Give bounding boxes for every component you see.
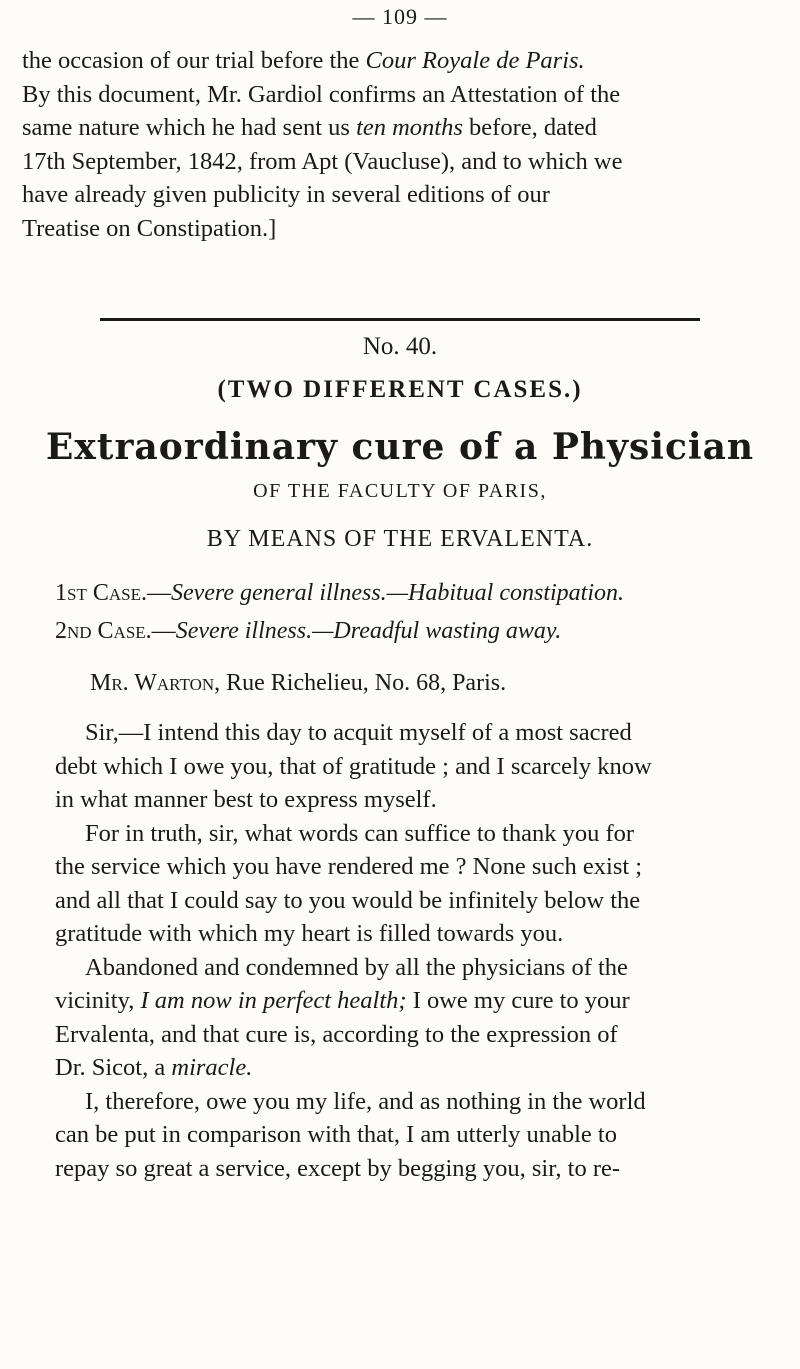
letter-body bbox=[55, 716, 780, 1185]
section-means: BY MEANS OF THE ERVALENTA. bbox=[206, 526, 594, 552]
intro-line-6: Treatise on Constipation.] bbox=[22, 214, 277, 242]
intro-line-2: By this document, Mr. Gardiol confirms an Attestation of the bbox=[22, 80, 621, 108]
intro-line-4: 17th September, 1842, from Apt (Vaucluse), and to which we bbox=[22, 147, 623, 175]
letter-p2-line-2: the service which you have rendered me ? None such exist ; bbox=[55, 853, 643, 880]
letter-p3-line-2: vicinity, I am now in perfect health; I owe my cure to your bbox=[55, 987, 630, 1014]
section-divider bbox=[100, 318, 700, 321]
letter-p2-line-1: For in truth, sir, what words can suffice to thank you for bbox=[85, 819, 635, 847]
letter-address: Mr. Warton, Rue Richelieu, No. 68, Paris. bbox=[90, 670, 507, 696]
letter-p1-line-2: debt which I owe you, that of gratitude ; and I scarcely know bbox=[55, 752, 652, 780]
section-number: No. 40. bbox=[362, 333, 438, 360]
section-subtitle: (TWO DIFFERENT CASES.) bbox=[217, 376, 583, 403]
letter-p4-line-3: repay so great a service, except by begging you, sir, to re- bbox=[55, 1154, 621, 1182]
letter-p1-line-3: in what manner best to express myself. bbox=[55, 786, 437, 813]
section-title: Extraordinary cure of a Physician bbox=[45, 426, 755, 468]
page-number: — 109 — bbox=[352, 4, 448, 29]
intro-line-1: the occasion of our trial before the Cour Royale de Paris. bbox=[22, 47, 585, 74]
letter-p4-line-1: I, therefore, owe you my life, and as nothing in the world bbox=[85, 1087, 646, 1115]
intro-line-3: same nature which he had sent us ten months before, dated bbox=[22, 114, 597, 141]
intro-paragraph bbox=[22, 44, 782, 245]
letter-p2-line-4: gratitude with which my heart is filled towards you. bbox=[55, 920, 564, 947]
letter-p3-line-4: Dr. Sicot, a miracle. bbox=[55, 1054, 253, 1081]
case-2: 2nd Case.—Severe illness.—Dreadful wasting away. bbox=[55, 618, 562, 644]
letter-p3-line-3: Ervalenta, and that cure is, according to the expression of bbox=[55, 1020, 618, 1048]
case-1: 1st Case.—Severe general illness.—Habitual constipation. bbox=[55, 580, 625, 606]
intro-line-5: have already given publicity in several editions of our bbox=[22, 181, 550, 208]
letter-p2-line-3: and all that I could say to you would be infinitely below the bbox=[55, 886, 641, 914]
letter-p4-line-2: can be put in comparison with that, I am utterly unable to bbox=[55, 1121, 617, 1148]
section-faculty: OF THE FACULTY OF PARIS, bbox=[253, 480, 547, 502]
letter-p1-line-1: Sir,—I intend this day to acquit myself of a most sacred bbox=[85, 719, 632, 746]
letter-p3-line-1: Abandoned and condemned by all the physicians of the bbox=[85, 953, 628, 981]
